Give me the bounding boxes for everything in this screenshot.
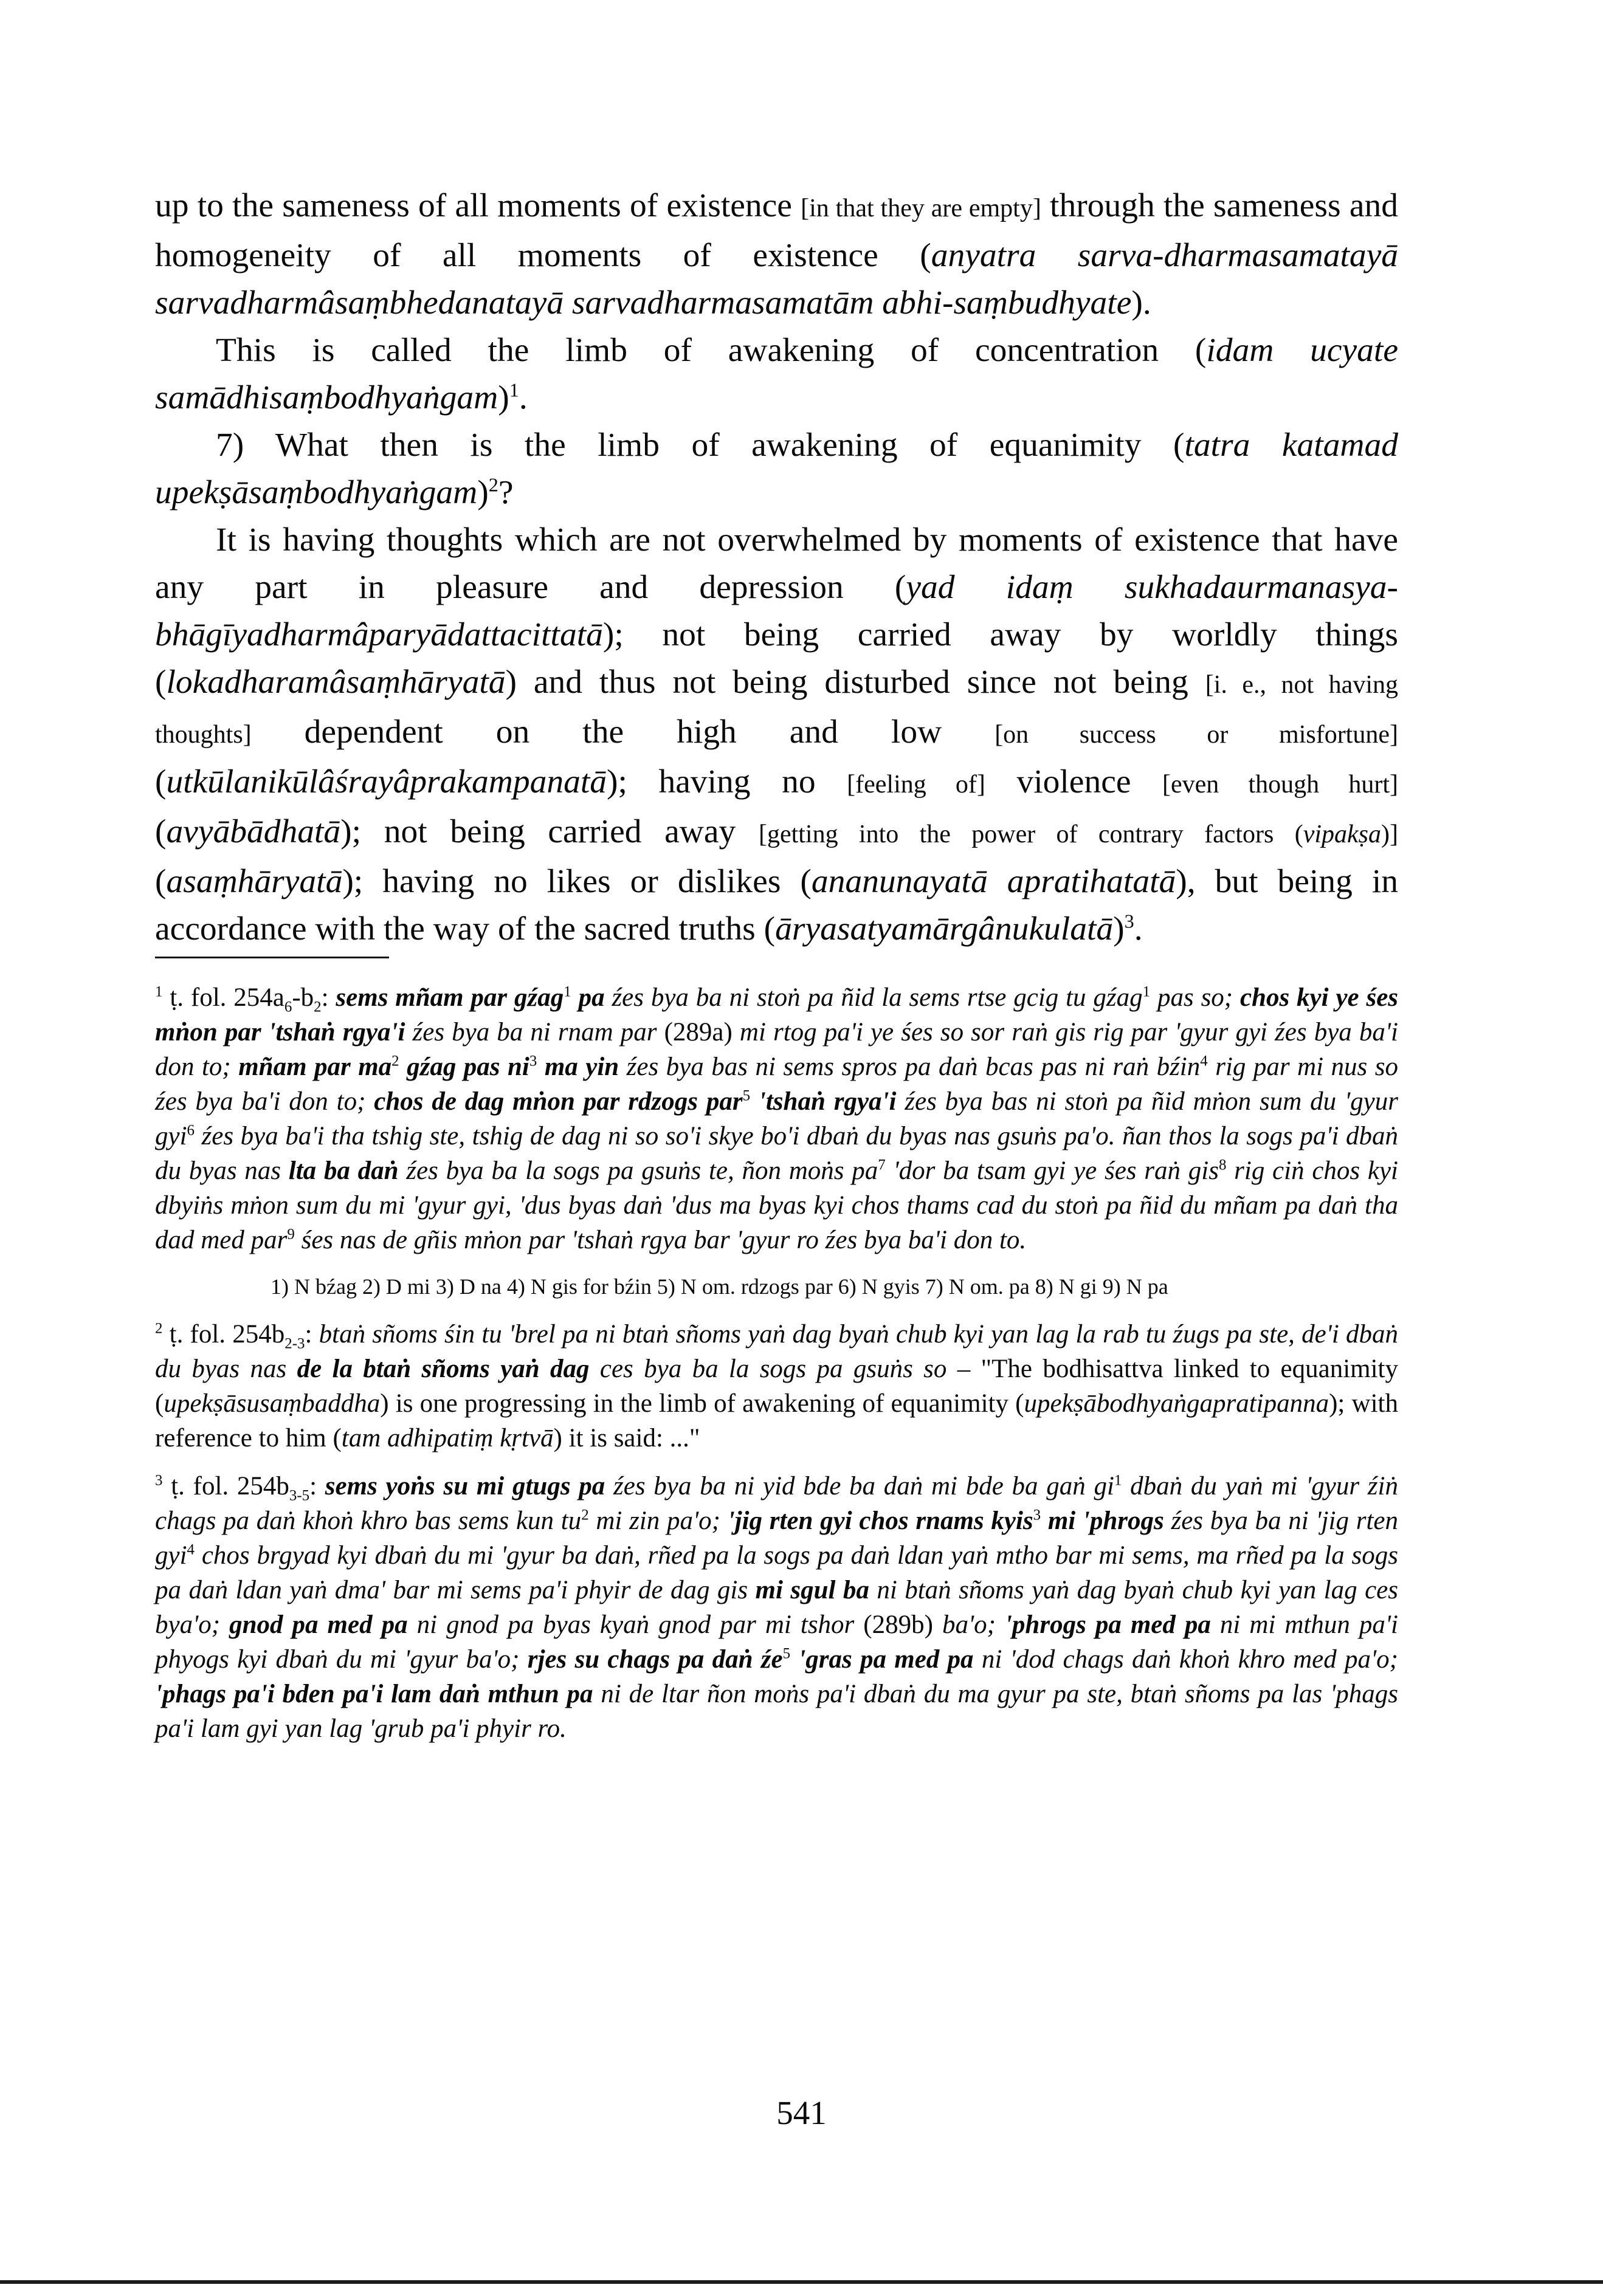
translation: – "The bodhisattva linked to equanimity ( (155, 1355, 1398, 1418)
tibetan-text: ni btaṅ sñoms yaṅ dag byaṅ chub kyi yan lag ces bya'o; (155, 1576, 1398, 1639)
tibetan-text: pas so; (1150, 983, 1240, 1012)
lemma: 'gras pa med pa (790, 1645, 974, 1674)
variant-mark: 4 (1200, 1053, 1208, 1070)
lemma: de la btaṅ sñoms yaṅ dag (297, 1355, 590, 1383)
tibetan-text: ba'o; (932, 1610, 1005, 1639)
lemma: rjes su chags pa daṅ źe (527, 1645, 783, 1674)
lemma: sems mñam par gźag (336, 983, 564, 1012)
main-text (155, 182, 1398, 953)
lemma: sems yoṅs su mi gtugs pa (325, 1472, 605, 1500)
text: ( (155, 763, 167, 800)
translation: ) it is said: ..." (553, 1424, 700, 1452)
sanskrit-term: idam ucyate samādhisaṃbodhyaṅgam (155, 332, 1398, 416)
page-content (155, 182, 1398, 1759)
text: : (321, 983, 336, 1012)
sanskrit-term: upekṣāsusaṃbaddha (164, 1389, 381, 1418)
tibetan-text: źes bya bas ni stoṅ pa ñid mṅon sum du 'gyur gyi (155, 1087, 1398, 1150)
text: ) (477, 474, 489, 511)
text: through the sameness and homogeneity of all moments of existence ( (155, 187, 1398, 274)
tibetan-text: btaṅ sñoms śin tu 'brel pa ni btaṅ sñoms yaṅ dag byaṅ chub kyi yan lag la rab tu źugs pa ste, de'i dbaṅ du byas nas (155, 1320, 1399, 1383)
folio-reference: -b (292, 983, 314, 1012)
text: ) and thus not being disturbed since not being (505, 664, 1205, 701)
sanskrit-term: yad idaṃ sukhadaurmanasya-bhāgīyadharmâparyādattacittatā (155, 569, 1398, 653)
variant-mark: 1 (564, 983, 571, 1000)
sanskrit-term: utkūlanikūlâśrayâprakampanatā (166, 763, 607, 800)
text: ( (155, 863, 167, 900)
lemma: 'tshaṅ rgya'i (750, 1087, 897, 1116)
text: ); having no (607, 763, 847, 800)
tibetan-text: źes bya ba ni stoṅ pa ñid la sems rtse gcig tu gźag (604, 983, 1143, 1012)
footnote-number: 1 (155, 983, 163, 1000)
footnote-mark: 1 (509, 379, 519, 401)
tibetan-text: 'dor ba tsam gyi ye śes raṅ gis (885, 1157, 1219, 1185)
bracket-gloss: [feeling of] (847, 771, 985, 799)
lemma: mñam par ma (238, 1053, 392, 1081)
sanskrit-term: āryasatyamārgânukulatā (775, 910, 1114, 947)
text: ) (498, 379, 509, 416)
bracket-gloss: [in that they are empty] (801, 194, 1041, 222)
bracket-gloss: [getting into the power of contrary factors ( (758, 820, 1303, 848)
lemma: 'phags pa'i bden pa'i lam daṅ mthun pa (155, 1680, 593, 1708)
text: dependent on the high and low (251, 713, 995, 751)
lemma: gnod pa med pa (229, 1610, 408, 1639)
tibetan-text: ni 'dod chags daṅ khoṅ khro med pa'o; (973, 1645, 1399, 1674)
variant-mark: 3 (1033, 1507, 1041, 1524)
tibetan-text: źes bya ba ni rnam par (405, 1018, 664, 1047)
footnote-3 (155, 1469, 1398, 1746)
text: ( (155, 813, 167, 850)
sanskrit-term: asaṃhāryatā (166, 863, 343, 900)
tibetan-text: chos brgyad kyi dbaṅ du mi 'gyur ba daṅ, rñed pa la sogs pa daṅ ldan yaṅ mtho bar mi sems, ma rñed pa la sogs pa daṅ ldan yaṅ dma' bar mi sems pa'i phyir de dag gis (155, 1541, 1398, 1604)
sanskrit-term: avyābādhatā (166, 813, 341, 850)
lemma: ma yin (537, 1053, 619, 1081)
lemma: 'jig rten gyi chos rnams kyis (727, 1507, 1033, 1535)
tibetan-text: mi zin pa'o; (588, 1507, 728, 1535)
scan-edge (0, 2280, 1603, 2284)
text: This is called the limb of awakening of concentration ( (216, 332, 1207, 369)
folio-reference: ṭ. fol. 254b (169, 1320, 285, 1349)
variant-mark: 3 (529, 1053, 537, 1070)
tibetan-text: źes bya ba la sogs pa gsuṅs te, ñon moṅs pa (398, 1157, 878, 1185)
sanskrit-term: upekṣābodhyaṅgapratipanna (1024, 1389, 1329, 1418)
bracket-gloss: [i. e., not having thoughts] (155, 671, 1398, 749)
variant-mark: 5 (782, 1645, 791, 1662)
paragraph-3 (155, 422, 1398, 517)
footnote-1 (155, 980, 1398, 1257)
bracket-gloss: )] (1381, 820, 1398, 848)
sanskrit-term: tam adhipatiṃ kṛtvā (341, 1424, 554, 1452)
sanskrit-term: tatra katamad upekṣāsaṃbodhyaṅgam (155, 427, 1398, 511)
text: : (305, 1320, 319, 1349)
lemma: mi sgul ba (755, 1576, 869, 1604)
footnote-mark: 3 (1124, 910, 1134, 932)
tibetan-text: źes bya ba ni 'jig rten gyi (155, 1507, 1398, 1570)
tibetan-text: ni de ltar ñon moṅs pa'i dbaṅ du ma gyur pa ste, btaṅ sñoms pa las 'phags pa'i lam gyi yan lag 'grub pa'i phyir ro. (155, 1680, 1399, 1743)
text: It is having thoughts which are not overwhelmed by moments of existence that have any part in pleasure and depression ( (155, 521, 1398, 606)
lemma: lta ba daṅ (288, 1157, 399, 1185)
footnote-number: 3 (155, 1472, 163, 1489)
folio-reference: ṭ. fol. 254a (170, 983, 284, 1012)
translation: ); with reference to him ( (155, 1389, 1399, 1452)
page-number: 541 (776, 2094, 827, 2131)
text: ); not being carried away by worldly things ( (155, 616, 1398, 701)
folio-marker: (289b) (863, 1610, 933, 1639)
tibetan-text: źes bya ba ni yid bde ba daṅ mi bde ba gaṅ gi (605, 1472, 1114, 1500)
footnote-separator (155, 957, 389, 958)
paragraph-4 (155, 517, 1398, 953)
text: violence (985, 763, 1163, 800)
footnote-2 (155, 1317, 1398, 1456)
translation: ) is one progressing in the limb of awakening of equanimity ( (380, 1389, 1024, 1418)
tibetan-text: źes bya bas ni sems spros pa daṅ bcas pas ni raṅ bźin (619, 1053, 1201, 1081)
lemma: chos de dag mṅon par rdzogs par (374, 1087, 743, 1116)
lemma: mi 'phrogs (1041, 1507, 1164, 1535)
folio-line: 6 (284, 998, 292, 1016)
variant-mark: 8 (1218, 1157, 1227, 1174)
variant-mark: 9 (287, 1226, 295, 1243)
text: . (519, 379, 528, 416)
variant-mark: 2 (391, 1053, 399, 1070)
tibetan-text: ces bya ba la sogs pa gsuṅs so (589, 1355, 947, 1383)
variant-mark: 2 (581, 1507, 589, 1524)
folio-line: 2 (314, 998, 322, 1016)
tibetan-text: rig par mi nus so źes bya ba'i don to; (155, 1053, 1398, 1116)
tibetan-text: mi rtog pa'i ye śes so sor raṅ gis rig par 'gyur gyi źes bya ba'i don to; (155, 1018, 1398, 1081)
text: ); not being carried away (340, 813, 759, 850)
text: ) (1113, 910, 1125, 947)
sanskrit-term: vipakṣa (1303, 820, 1381, 848)
folio-reference: ṭ. fol. 254b (171, 1472, 289, 1500)
paragraph-1 (155, 182, 1398, 327)
text: ). (1131, 284, 1151, 321)
text: ? (498, 474, 514, 511)
sanskrit-term: lokadharamâsaṃhāryatā (166, 664, 506, 701)
tibetan-text: źes bya ba'i tha tshig ste, tshig de dag ni so so'i skye bo'i dbaṅ du byas nas gsuṅs pa'o. ñan thos la sogs pa'i dbaṅ du byas nas (155, 1122, 1398, 1185)
variant-mark: 7 (878, 1157, 886, 1174)
tibetan-text: ni mi mthun pa'i phyogs kyi dbaṅ du mi 'gyur ba'o; (155, 1610, 1399, 1674)
variant-mark: 5 (742, 1087, 751, 1104)
footnote-number: 2 (155, 1320, 163, 1337)
footnote-mark: 2 (488, 473, 498, 496)
variant-mark: 1 (1142, 983, 1151, 1000)
folio-line: 3-5 (289, 1487, 310, 1504)
tibetan-text: śes nas de gñis mṅon par 'tshaṅ rgya bar 'gyur ro źes bya ba'i don to. (294, 1226, 1027, 1254)
folio-marker: (289a) (664, 1018, 733, 1047)
bracket-gloss: [even though hurt] (1162, 771, 1398, 799)
footnote-1-variants: 1) N bźag 2) D mi 3) D na 4) N gis for bźin 5) N om. rdzogs par 6) N gyis 7) N om. pa 8) N gi 9) N pa (271, 1274, 1168, 1299)
text: : (309, 1472, 325, 1500)
variant-mark: 4 (187, 1541, 195, 1558)
text: 7) What then is the limb of awakening of equanimity ( (216, 427, 1185, 464)
lemma: chos kyi ye śes mṅon par 'tshaṅ rgya'i (155, 983, 1399, 1047)
tibetan-text: ni gnod pa byas kyaṅ gnod par mi tshor (407, 1610, 864, 1639)
sanskrit-term: anyatra sarva-dharmasamatayā sarvadharmâsaṃbhedanatayā sarvadharmasamatām abhi-saṃbudhyate (155, 237, 1398, 321)
tibetan-text: rig ciṅ chos kyi dbyiṅs mṅon sum du mi 'gyur gyi, 'dus byas daṅ 'dus ma byas kyi chos thams cad du stoṅ pa ñid du mñam pa daṅ tha dad med par (155, 1157, 1398, 1254)
lemma: 'phrogs pa med pa (1004, 1610, 1211, 1639)
variant-mark: 1 (1114, 1472, 1122, 1489)
text: ), but being in accordance with the way of the sacred truths ( (155, 863, 1398, 947)
paragraph-2 (155, 327, 1398, 422)
footnotes (155, 980, 1398, 1746)
folio-line: 2-3 (284, 1335, 305, 1352)
text: ); having no likes or dislikes ( (342, 863, 812, 900)
bracket-gloss: [on success or misfortune] (995, 721, 1398, 749)
text: . (1134, 910, 1143, 947)
variant-mark: 6 (187, 1122, 195, 1139)
lemma: gźag pas ni (399, 1053, 529, 1081)
lemma: pa (571, 983, 605, 1012)
text: up to the sameness of all moments of existence (155, 187, 801, 224)
tibetan-text: dbaṅ du yaṅ mi 'gyur źiṅ chags pa daṅ khoṅ khro bas sems kun tu (155, 1472, 1398, 1535)
sanskrit-term: ananunayatā apratihatatā (811, 863, 1176, 900)
